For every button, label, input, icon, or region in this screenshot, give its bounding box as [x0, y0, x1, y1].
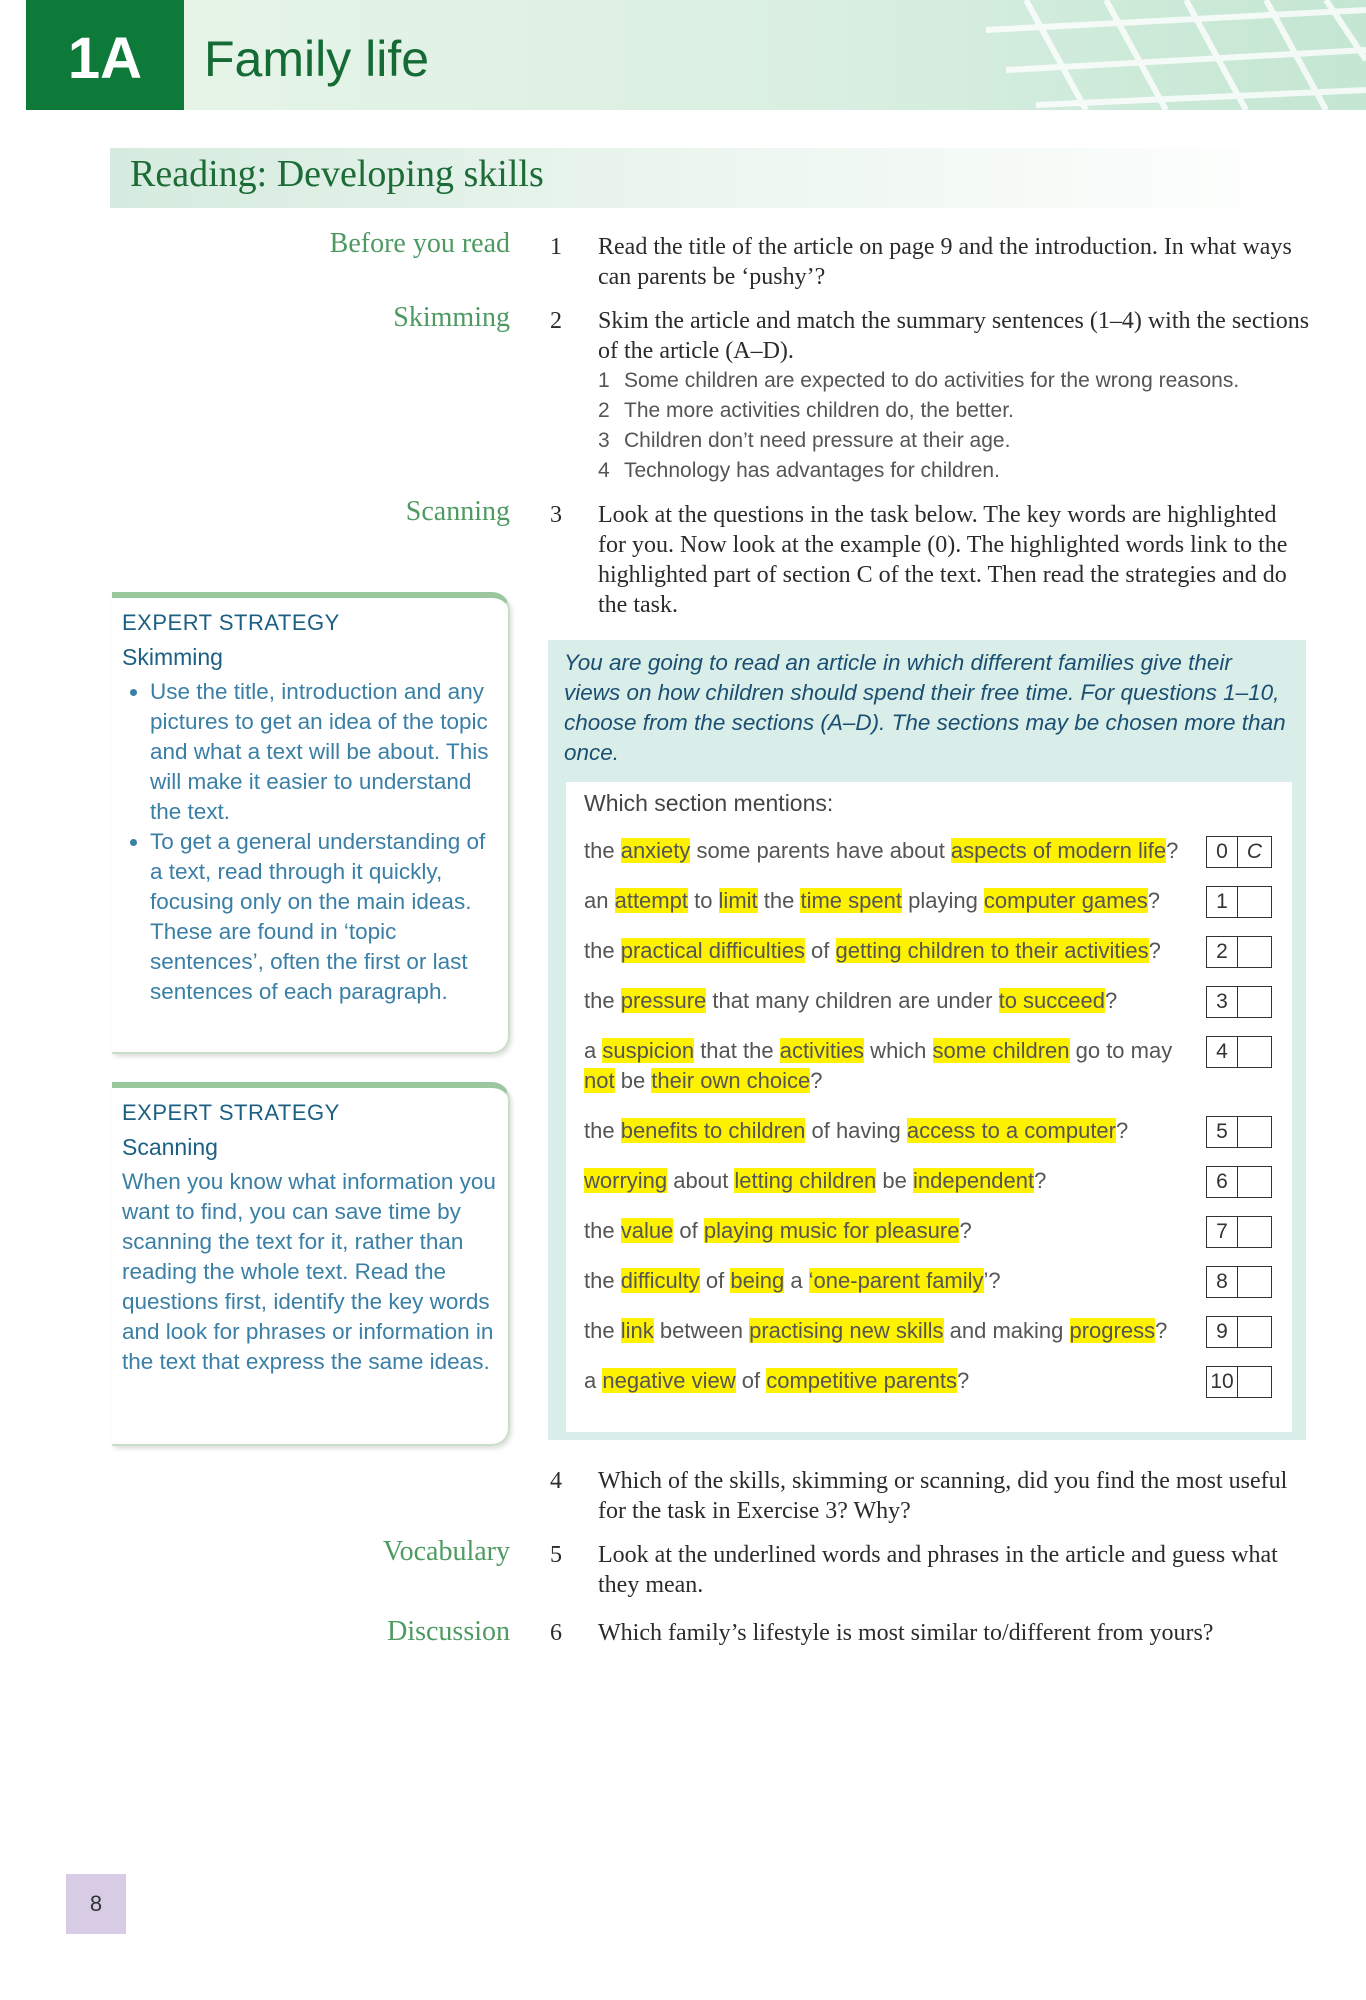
answer-number: 10 [1207, 1367, 1238, 1397]
answer-number: 5 [1207, 1117, 1238, 1147]
item-number: 2 [550, 308, 562, 334]
answer-number: 6 [1207, 1167, 1238, 1197]
question-text: an attempt to limit the time spent playing computer games? [584, 888, 1161, 913]
strategy-label: EXPERT STRATEGY [122, 1100, 340, 1125]
answer-box[interactable] [1206, 936, 1272, 968]
strategy-bullets [122, 677, 500, 1007]
strategy-bullet: • Use the title, introduction and any pictures to get an idea of the topic and what a text will be about. This will make it easier to understand the text. [150, 677, 500, 827]
page-number: 8 [66, 1874, 126, 1934]
question-text: the pressure that many children are under to succeed? [584, 988, 1118, 1013]
heading-before-you-read: Before you read [329, 228, 510, 259]
unit-title: Family life [204, 31, 430, 87]
item-text: Skim the article and match the summary sentences (1–4) with the sections of the article (A–D). [598, 308, 1310, 364]
answer-number: 1 [1207, 887, 1238, 917]
strategy-label: EXPERT STRATEGY [122, 610, 340, 635]
answer-box[interactable] [1206, 836, 1272, 868]
expert-strategy-skimming [122, 610, 500, 1007]
answer-number: 9 [1207, 1317, 1238, 1347]
answer-value[interactable] [1238, 987, 1271, 1017]
item-number: 3 [550, 502, 562, 528]
question-text: the value of playing music for pleasure? [584, 1218, 972, 1243]
question-text: the practical difficulties of getting children to their activities? [584, 938, 1161, 963]
answer-value[interactable] [1238, 1267, 1271, 1297]
item-text: Look at the questions in the task below. The key words are highlighted for you. Now look at the example (0). The highlighted words link to the highlighted part of section C of the text. Then read the strategies and do the task. [598, 502, 1288, 618]
heading-discussion: Discussion [387, 1616, 510, 1647]
decorative-grid-graphic [846, 0, 1366, 110]
task-instructions: You are going to read an article in which different families give their views on how children should spend their free time. For questions 1–10, choose from the sections (A–D). The sections may be chosen more than once. [564, 650, 1286, 765]
heading-skimming: Skimming [393, 302, 510, 333]
answer-number: 0 [1207, 837, 1238, 867]
strategy-bullet: • To get a general understanding of a text, read through it quickly, focusing only on the main ideas. These are found in ‘topic sentences’, often the first or last sentences of each paragraph. [150, 827, 500, 1007]
answer-value[interactable] [1238, 1117, 1271, 1147]
list-item: 3 Children don’t need pressure at their age. [598, 429, 1011, 452]
list-item: 1 Some children are expected to do activities for the wrong reasons. [598, 369, 1240, 392]
question-text: the difficulty of being a ‘one-parent family’? [584, 1268, 1001, 1293]
answer-value[interactable] [1238, 1037, 1271, 1067]
answer-box[interactable] [1206, 1216, 1272, 1248]
heading-scanning: Scanning [405, 496, 510, 527]
expert-strategy-scanning [122, 1100, 500, 1377]
question-text: the benefits to children of having access to a computer? [584, 1118, 1129, 1143]
question-text: a negative view of competitive parents? [584, 1368, 970, 1393]
list-item: 2 The more activities children do, the better. [598, 399, 1014, 422]
answer-box[interactable] [1206, 1316, 1272, 1348]
answer-box[interactable] [1206, 986, 1272, 1018]
question-text: worrying about letting children be independent? [584, 1168, 1047, 1193]
answer-value[interactable] [1238, 937, 1271, 967]
question-text: the anxiety some parents have about aspects of modern life? [584, 838, 1179, 863]
answer-value[interactable] [1238, 1217, 1271, 1247]
answer-number: 3 [1207, 987, 1238, 1017]
strategy-subtitle: Skimming [122, 644, 223, 670]
item-text: Look at the underlined words and phrases in the article and guess what they mean. [598, 1542, 1278, 1598]
list-item: 4 Technology has advantages for children. [598, 459, 1000, 482]
unit-number-badge: 1A [26, 0, 184, 110]
answer-number: 7 [1207, 1217, 1238, 1247]
answer-value[interactable] [1238, 887, 1271, 917]
item-number: 4 [550, 1468, 562, 1494]
question-text: a suspicion that the activities which some children go to may not be their own choice? [584, 1038, 1173, 1093]
item-text: Read the title of the article on page 9 and the introduction. In what ways can parents be ‘pushy’? [598, 234, 1292, 290]
heading-vocabulary: Vocabulary [383, 1536, 510, 1567]
question-text: the link between practising new skills and making progress? [584, 1318, 1168, 1343]
answer-value[interactable] [1238, 1167, 1271, 1197]
answer-value[interactable]: C [1246, 840, 1263, 863]
item-text: Which family’s lifestyle is most similar to/different from yours? [598, 1620, 1214, 1646]
answer-value[interactable] [1238, 1367, 1271, 1397]
answer-box[interactable] [1206, 1036, 1272, 1068]
item-number: 5 [550, 1542, 562, 1568]
questions-header: Which section mentions: [584, 790, 834, 816]
strategy-subtitle: Scanning [122, 1134, 218, 1160]
strategy-body: When you know what information you want to find, you can save time by scanning the text for it, rather than reading the whole text. Read the questions first, identify the key words and look for phrases or information in the text that express the same ideas. [122, 1169, 496, 1374]
item-number: 6 [550, 1620, 562, 1646]
section-title: Reading: Developing skills [130, 153, 544, 195]
answer-box[interactable] [1206, 1166, 1272, 1198]
answer-number: 4 [1207, 1037, 1238, 1067]
answer-number: 2 [1207, 937, 1238, 967]
item-text: Which of the skills, skimming or scanning, did you find the most useful for the task in Exercise 3? Why? [598, 1468, 1288, 1524]
answer-box[interactable] [1206, 1116, 1272, 1148]
answer-value[interactable] [1238, 1317, 1271, 1347]
answer-box[interactable] [1206, 886, 1272, 918]
item-number: 1 [550, 234, 562, 260]
answer-box[interactable] [1206, 1266, 1272, 1298]
answer-number: 8 [1207, 1267, 1238, 1297]
summary-list [598, 366, 1310, 486]
answer-box[interactable] [1206, 1366, 1272, 1398]
